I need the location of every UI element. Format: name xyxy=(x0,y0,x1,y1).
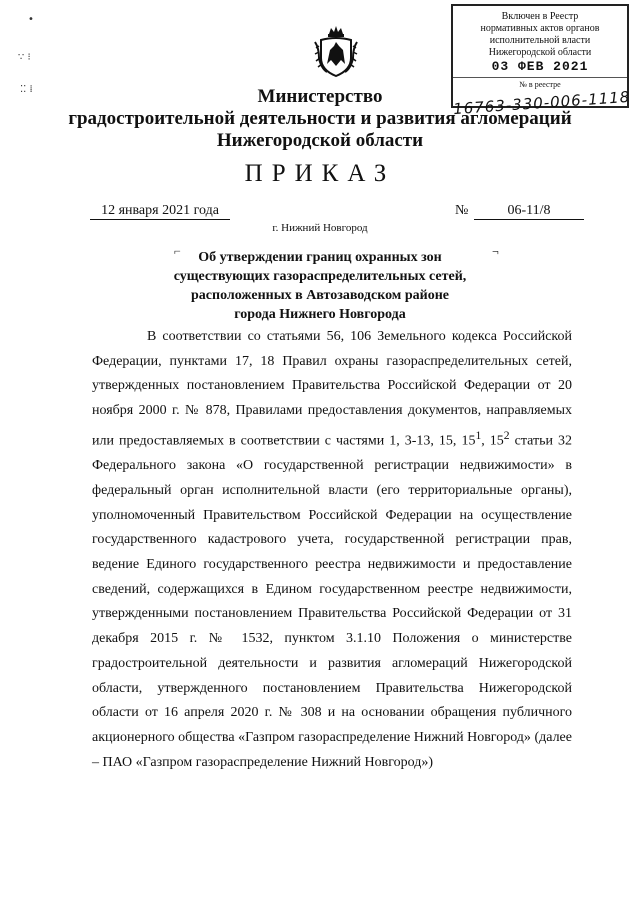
handwritten-reg-number: 16763-330-006-1118 xyxy=(452,87,631,119)
paragraph-text: статьи 32 Федерального закона «О государственной регистрации недвижимости» в федеральный орган исполнительной власти (его территориальные органы), уполномоченный Правительством Российской Федерации на осуществление государственного кадастрового учета, государственной регистрации прав, ведение Единого государственного реестра недвижимости и предоставление сведений, содержащихся в Едином государственном реестре недвижимости, утвержденными постановлением Правительства Российской Федерации от 31 декабря 2015 г. № 1532, пунктом 3.1.10 Положения о министерстве градостроительной деятельности и развития агломераций Нижегородской области, утвержденного постановлением Правительства Нижегородской области от 16 апреля 2020 г. № 308 и на основании обращения публичного акционерного общества «Газпром газораспределение Нижний Новгород» (далее – ПАО «Газпром газораспределение Нижний Новгород») xyxy=(92,433,572,770)
corner-mark-right: ¬ xyxy=(492,244,499,258)
number-sign: № xyxy=(455,203,469,218)
coat-of-arms-icon xyxy=(313,24,359,78)
stamp-line: нормативных актов органов xyxy=(480,23,600,34)
subject-line: существующих газораспределительных сетей, xyxy=(173,269,467,284)
superscript: 1 xyxy=(475,428,482,442)
margin-mark: ∵ ⁝ xyxy=(18,52,31,63)
order-subject xyxy=(150,248,490,324)
stamp-reg-label: № в реестре xyxy=(453,77,627,91)
document-type-title: ПРИКАЗ xyxy=(244,160,396,187)
margin-mark: • xyxy=(28,14,34,25)
stamp-line: Включен в Реестр xyxy=(501,11,579,22)
ministry-title: Нижегородской области xyxy=(216,130,424,151)
subject-line: города Нижнего Новгорода xyxy=(234,307,406,322)
margin-mark: ⁚⁚ ⁞ xyxy=(20,84,33,95)
paragraph-text: , 15 xyxy=(481,433,504,449)
superscript: 2 xyxy=(503,428,510,442)
ministry-title: градостроительной деятельности и развития агломераций xyxy=(68,108,572,129)
stamp-date: 03 ФЕВ 2021 xyxy=(491,59,589,74)
order-city: г. Нижний Новгород xyxy=(272,222,368,234)
corner-mark-left: ⌐ xyxy=(174,244,181,258)
paragraph-text: В соответствии со статьями 56, 106 Земельного кодекса Российской Федерации, пунктами 17, 18 Правил охраны газораспределительных сетей, утвержденных постановлением Правительства Российской Федерации от 20 ноября 2000 г. № 878, Правилами предоставления документов, направляемых или предоставляемых в соответствии с частями 1, 3-13, 15, 15 xyxy=(92,329,572,449)
stamp-line: исполнительной власти xyxy=(489,35,591,46)
stamp-line: Нижегородской области xyxy=(488,47,592,58)
subject-line: расположенных в Автозаводском районе xyxy=(191,288,449,303)
order-number: 06-11/8 xyxy=(474,203,584,220)
preamble-paragraph xyxy=(92,325,572,775)
order-date: 12 января 2021 года xyxy=(90,203,230,220)
subject-line: Об утверждении границ охранных зон xyxy=(198,250,442,265)
ministry-title: Министерство xyxy=(257,86,383,107)
